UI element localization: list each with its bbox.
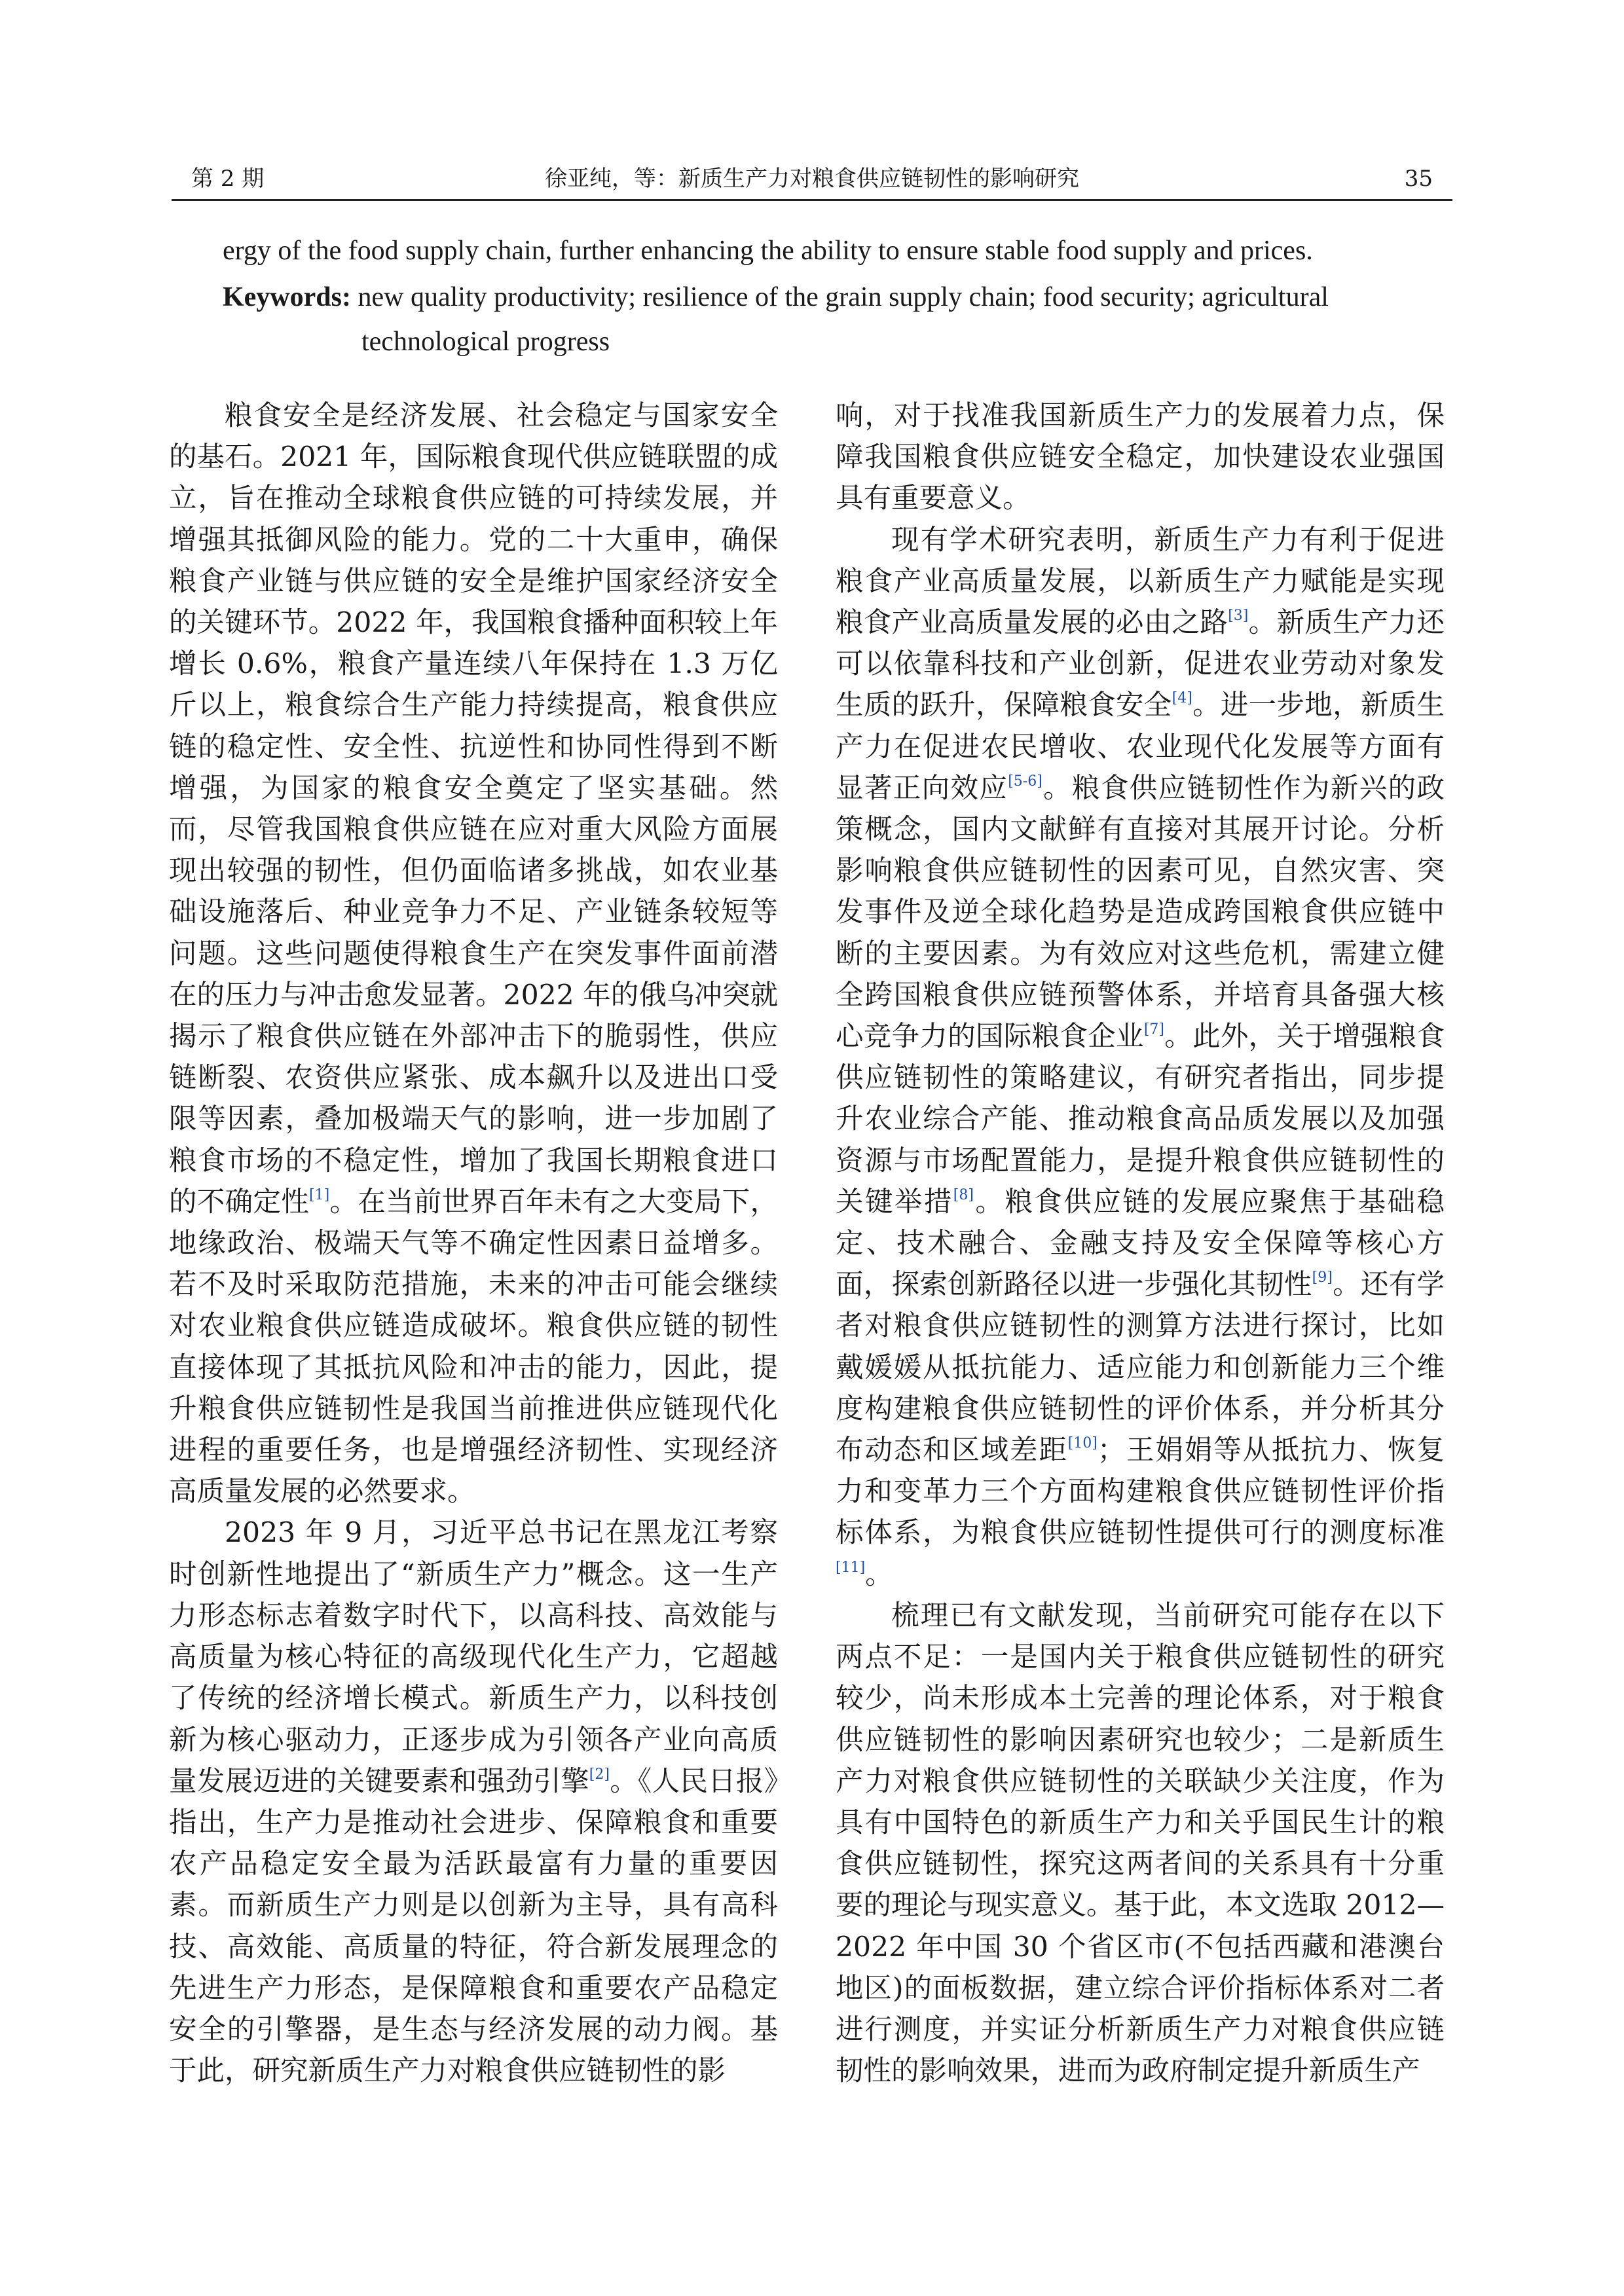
paragraph: 梳理已有文献发现，当前研究可能存在以下两点不足：一是国内关于粮食供应链韧性的研究较少，尚未形成本土完善的理论体系，对于粮食供应链韧性的影响因素研究也较少；二是新质生产力对粮食供应链韧性的关联缺少关注度，作为具有中国特色的新质生产力和关乎国民生计的粮食供应链韧性，探究这两者间的关系具有十分重要的理论与现实意义。基于此，本文选取 2012—2022 年中国 30 个省区市(不包括西藏和港澳台地区)的面板数据，建立综合评价指标体系对二者进行测度，并实证分析新质生产力对粮食供应链韧性的影响效果，进而为政府制定提升新质生产 [836, 1599, 1445, 2088]
paragraph-text: 2023 年 9 月，习近平总书记在黑龙江考察时创新性地提出了“新质生产力”概念。这一生产力形态标志着数字时代下，以高科技、高效能与高质量为核心特征的高级现代化生产力，它超越了传统的经济增长模式。新质生产力，以科技创新为核心驱动力，正逐步成为引领各产业向高质量发展迈进的关键要素和强劲引擎 [169, 1517, 778, 1798]
right-column [836, 395, 1445, 2092]
paragraph-text: 。粮食供应链韧性作为新兴的政策概念，国内文献鲜有直接对其展开讨论。分析影响粮食供应链韧性的因素可见，自然灾害、突发事件及逆全球化趋势是造成跨国粮食供应链中断的主要因素。为有效应对这些危机，需建立健全跨国粮食供应链预警体系，并培育具备强大核心竞争力的国际粮食企业 [836, 772, 1445, 1053]
paragraph-text: 。 [865, 1558, 893, 1591]
paragraph-text: 。《人民日报》指出，生产力是推动社会进步、保障粮食和重要农产品稳定安全最为活跃最富有力量的重要因素。而新质生产力则是以创新为主导，具有高科技、高效能、高质量的特征，符合新发展理念的先进生产力形态，是保障粮食和重要农产品稳定安全的引擎器，是生态与经济发展的动力阀。基于此，研究新质生产力对粮食供应链韧性的影 [169, 1765, 778, 2088]
citation-link[interactable]: [2] [589, 1766, 610, 1783]
citation-link[interactable]: [11] [836, 1559, 866, 1576]
issue-number: 第 2 期 [191, 166, 265, 192]
citation-link[interactable]: [4] [1172, 690, 1192, 707]
running-title: 徐亚纯，等：新质生产力对粮食供应链韧性的影响研究 [545, 166, 1079, 192]
paragraph-text: 。进一步地，新质生产力在促进农民增收、农业现代化发展等方面有显著正向效应 [836, 689, 1445, 805]
paragraph: 响，对于找准我国新质生产力的发展着力点，保障我国粮食供应链安全稳定，加快建设农业强国具有重要意义。 [836, 400, 1445, 515]
abstract-tail: ergy of the food supply chain, further enhancing the ability to ensure stable food supply and prices. [223, 236, 1313, 266]
paragraph-text: 。新质生产力还可以依靠科技和产业创新，促进农业劳动对象发生质的跃升，保障粮食安全 [836, 607, 1445, 722]
paragraph-text: 现有学术研究表明，新质生产力有利于促进粮食产业高质量发展，以新质生产力赋能是实现粮食产业高质量发展的必由之路 [836, 524, 1445, 640]
left-column [169, 395, 778, 2092]
paragraph [836, 520, 1445, 1595]
paragraph-text: 。还有学者对粮食供应链韧性的测算方法进行探讨，比如戴媛媛从抵抗能力、适应能力和创新能力三个维度构建粮食供应链韧性的评价体系，并分析其分布动态和区域差距 [836, 1269, 1445, 1467]
keywords-block [223, 275, 1414, 364]
paragraph-text: 。粮食供应链的发展应聚焦于基础稳定、技术融合、金融支持及安全保障等核心方面，探索创新路径以进一步强化其韧性 [836, 1186, 1445, 1302]
citation-link[interactable]: [1] [309, 1186, 330, 1203]
citation-link[interactable]: [5-6] [1008, 773, 1043, 790]
citation-link[interactable]: [7] [1143, 1021, 1164, 1038]
paragraph-text: 粮食安全是经济发展、社会稳定与国家安全的基石。2021 年，国际粮食现代供应链联盟的成立，旨在推动全球粮食供应链的可持续发展，并增强其抵御风险的能力。党的二十大重申，确保粮食产业链与供应链的安全是维护国家经济安全的关键环节。2022 年，我国粮食播种面积较上年增长 0.6%，粮食产量连续八年保持在 1.3 万亿斤以上，粮食综合生产能力持续提高，粮食供应链的稳定性、安全性、抗逆性和协同性得到不断增强，为国家的粮食安全奠定了坚实基础。然而，尽管我国粮食供应链在应对重大风险方面展现出较强的韧性，但仍面临诸多挑战，如农业基础设施落后、种业竞争力不足、产业链条较短等问题。这些问题使得粮食生产在突发事件面前潜在的压力与冲击愈发显著。2022 年的俄乌冲突就揭示了粮食供应链在外部冲击下的脆弱性，供应链断裂、农资供应紧张、成本飙升以及进出口受限等因素，叠加极端天气的影响，进一步加剧了粮食市场的不稳定性，增加了我国长期粮食进口的不确定性 [169, 400, 778, 1218]
keywords-line-2: technological progress [361, 327, 610, 357]
paragraph [169, 395, 778, 1512]
citation-link[interactable]: [10] [1067, 1435, 1098, 1452]
citation-link[interactable]: [3] [1228, 608, 1249, 625]
paragraph-text: 。在当前世界百年未有之大变局下，地缘政治、极端天气等不确定性因素日益增多。若不及时采取防范措施，未来的冲击可能会继续对农业粮食供应链造成破坏。粮食供应链的韧性直接体现了其抵抗风险和冲击的能力，因此，提升粮食供应链韧性是我国当前推进供应链现代化进程的重要任务，也是增强经济韧性、实现经济高质量发展的必然要求。 [169, 1186, 778, 1508]
paragraph-text: ；王娟娟等从抵抗力、恢复力和变革力三个方面构建粮食供应链韧性评价指标体系，为粮食供应链韧性提供可行的测度标准 [836, 1434, 1445, 1550]
citation-link[interactable]: [8] [953, 1186, 974, 1203]
header-rule [172, 199, 1452, 201]
running-header [191, 161, 1433, 196]
paragraph-text: 。此外，关于增强粮食供应链韧性的策略建议，有研究者指出，同步提升农业综合产能、推动粮食高品质发展以及加强资源与市场配置能力，是提升粮食供应链韧性的关键举措 [836, 1021, 1445, 1218]
paragraph [169, 1512, 778, 2092]
page-number: 35 [1404, 166, 1433, 192]
keywords-label: Keywords: [223, 282, 351, 312]
citation-link[interactable]: [9] [1312, 1269, 1333, 1286]
keywords-line-1: new quality productivity; resilience of the grain supply chain; food security; agricultural [350, 282, 1329, 312]
